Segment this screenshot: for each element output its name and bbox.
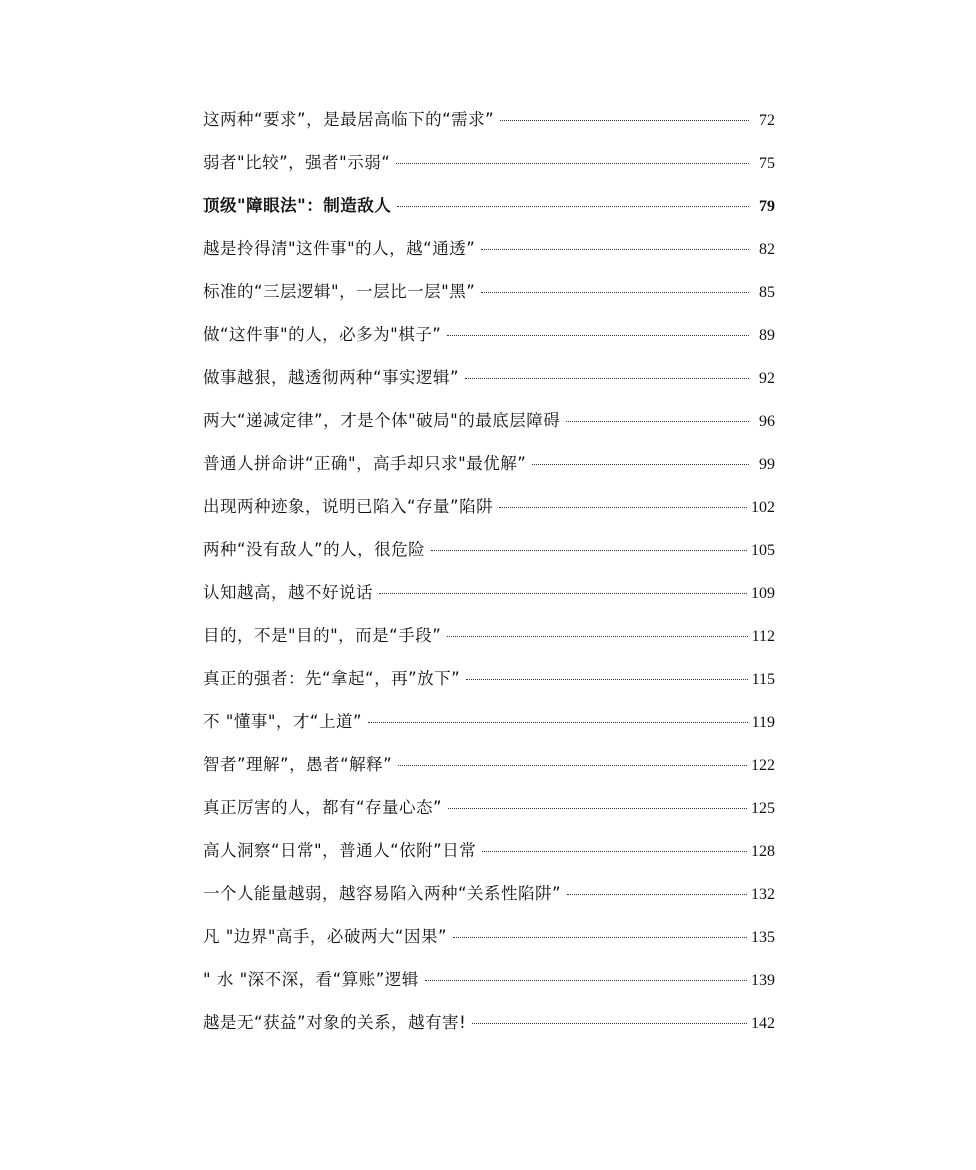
toc-entry-title: 普通人拼命讲“正确"，高手却只求"最优解” [203,454,527,473]
toc-entry-title: 两种“没有敌人”的人，很危险 [203,540,426,559]
toc-entry-page: 115 [751,671,775,688]
toc-entry-page: 89 [759,327,775,344]
toc-entry[interactable] [203,149,775,192]
dot-leader [567,894,747,895]
toc-entry-title: 做“这件事"的人，必多为"棋子” [203,325,442,344]
toc-entry[interactable] [203,364,775,407]
toc-entry-page: 72 [759,112,775,129]
dot-leader [481,292,749,293]
toc-entry-page: 109 [751,585,775,602]
toc-entry-title: " 水 "深不深，看“算账”逻辑 [203,970,419,989]
toc-entry[interactable] [203,493,775,536]
dot-leader [566,421,749,422]
toc-entry-page: 99 [759,456,775,473]
toc-entry-page: 75 [759,155,775,172]
dot-leader [431,550,747,551]
toc-entry[interactable] [203,407,775,450]
toc-entry-page: 119 [751,714,775,731]
dot-leader [397,206,749,207]
dot-leader [482,851,747,852]
toc-entry[interactable] [203,106,775,149]
toc-entry-page: 128 [751,843,775,860]
dot-leader [425,980,747,981]
toc-entry-page: 105 [751,542,775,559]
toc-entry[interactable] [203,966,775,1009]
toc-entry-title: 越是无“获益”对象的关系，越有害! [203,1013,467,1032]
dot-leader [466,679,747,680]
toc-entry[interactable] [203,880,775,923]
toc-entry[interactable] [203,708,775,751]
toc-entry[interactable] [203,622,775,665]
dot-leader [447,335,749,336]
toc-entry[interactable] [203,450,775,493]
dot-leader [481,249,749,250]
toc-entry-title: 越是拎得清"这件事"的人，越“通透” [203,239,476,258]
toc-entry-page: 96 [759,413,775,430]
dot-leader [499,507,747,508]
toc-entry[interactable] [203,837,775,880]
toc-entry[interactable] [203,751,775,794]
toc-entry-title: 不 "懂事"，才“上道” [203,712,363,731]
toc-entry[interactable] [203,794,775,837]
toc-entry[interactable] [203,536,775,579]
toc-entry-title: 两大“递减定律”，才是个体"破局"的最底层障碍 [203,411,561,430]
toc-entry-page: 92 [759,370,775,387]
toc-entry-page: 135 [751,929,775,946]
toc-entry-page: 112 [751,628,775,645]
toc-entry-title: 做事越狠，越透彻两种“事实逻辑” [203,368,460,387]
dot-leader [447,636,747,637]
dot-leader [398,765,747,766]
toc-entry-title: 智者”理解”，愚者“解释” [203,755,393,774]
toc-entry[interactable] [203,1009,775,1052]
toc-entry-title: 高人洞察“日常"，普通人“依附”日常 [203,841,477,860]
toc-entry-page: 102 [751,499,775,516]
toc-entry[interactable] [203,321,775,364]
toc-entry-title: 凡 "边界"高手，必破两大“因果” [203,927,448,946]
toc-entry[interactable] [203,192,775,235]
dot-leader [379,593,747,594]
table-of-contents [203,106,775,1052]
toc-entry-page: 79 [759,198,775,215]
dot-leader [500,120,749,121]
toc-entry[interactable] [203,278,775,321]
toc-entry-title: 目的，不是"目的"，而是“手段” [203,626,442,645]
toc-entry-page: 142 [751,1015,775,1032]
toc-entry[interactable] [203,579,775,622]
dot-leader [465,378,749,379]
toc-entry-title: 认知越高，越不好说话 [203,583,373,602]
toc-entry-page: 82 [759,241,775,258]
dot-leader [472,1023,747,1024]
toc-entry[interactable] [203,665,775,708]
toc-entry-title: 顶级"障眼法"：制造敌人 [203,196,392,215]
toc-entry-page: 122 [751,757,775,774]
toc-entry-page: 139 [751,972,775,989]
dot-leader [448,808,747,809]
toc-entry-title: 弱者"比较”，强者"示弱“ [203,153,391,172]
dot-leader [368,722,748,723]
toc-entry-title: 一个人能量越弱，越容易陷入两种“关系性陷阱” [203,884,562,903]
dot-leader [532,464,749,465]
toc-entry-title: 标准的“三层逻辑"，一层比一层"黑” [203,282,476,301]
toc-entry-page: 132 [751,886,775,903]
dot-leader [396,163,749,164]
toc-entry-title: 真正的强者：先“拿起“，再”放下” [203,669,461,688]
toc-entry[interactable] [203,235,775,278]
toc-entry-title: 真正厉害的人，都有“存量心态” [203,798,443,817]
toc-entry-page: 85 [759,284,775,301]
dot-leader [453,937,747,938]
toc-entry-page: 125 [751,800,775,817]
toc-entry-title: 出现两种迹象，说明已陷入“存量”陷阱 [203,497,494,516]
toc-entry[interactable] [203,923,775,966]
toc-entry-title: 这两种“要求”，是最居高临下的“需求” [203,110,495,129]
